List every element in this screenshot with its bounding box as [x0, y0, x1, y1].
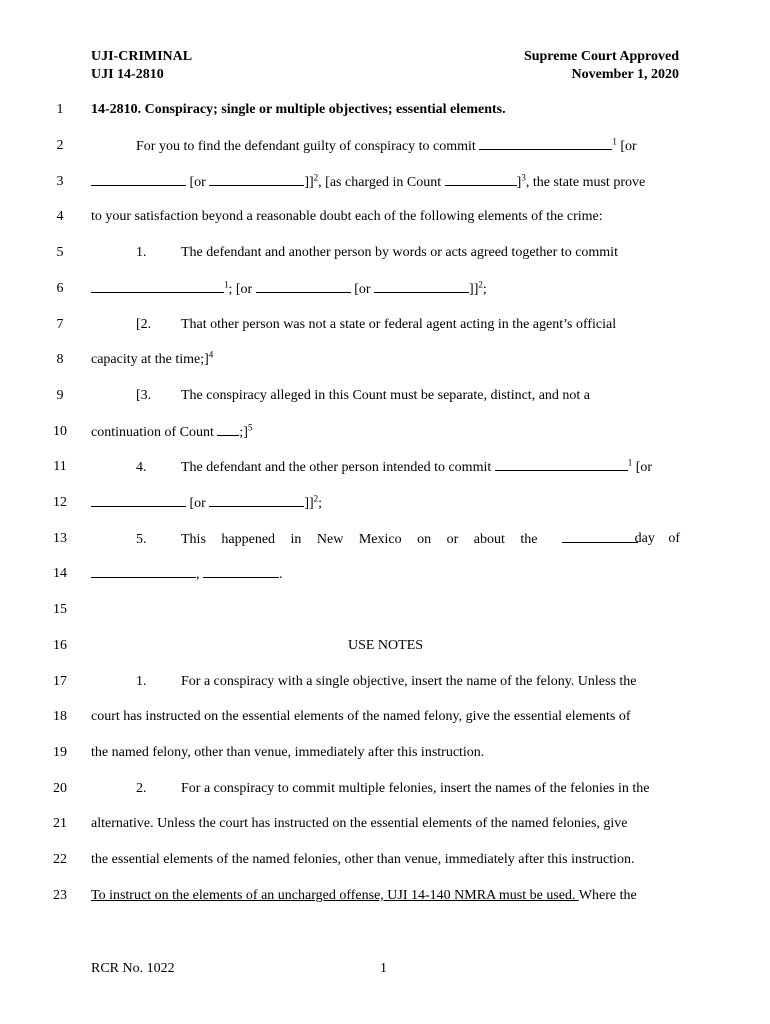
body-line-21: alternative. Unless the court has instructed on the essential elements of the named felonies, give: [91, 816, 628, 831]
line-number: 5: [56, 245, 64, 260]
header-right: [524, 48, 679, 84]
line-number: 9: [56, 388, 64, 403]
element-3: [3. The conspiracy alleged in this Count must be separate, distinct, and not a: [136, 388, 591, 403]
line-number: 17: [53, 674, 67, 689]
header-approved: Supreme Court Approved: [523, 49, 679, 64]
header-uji-number: UJI 14-2810: [91, 67, 164, 82]
fill-blank: [209, 173, 304, 186]
line-number: 23: [53, 888, 67, 903]
body-line-6: $^1$; [or [or ]]$^2$;: [91, 280, 680, 299]
line-number: 16: [53, 638, 67, 653]
line-number: 3: [56, 174, 64, 189]
body-line-3: [or ]]$^2$, [as charged in Count ]$^3$, the state must prove: [91, 173, 680, 192]
footer-rcr: RCR No. 1022: [91, 961, 175, 976]
fill-blank: [562, 530, 638, 543]
use-note-1: 1. For a conspiracy with a single objective, insert the name of the felony. Unless the: [136, 674, 637, 689]
body-line-22: the essential elements of the named felonies, other than venue, immediately after this instruction.: [91, 852, 635, 867]
header-uji-criminal: UJI-CRIMINAL: [91, 49, 193, 64]
instruction-title: 14-2810. Conspiracy; single or multiple objectives; essential elements.: [91, 102, 506, 117]
body-line-4: to your satisfaction beyond a reasonable doubt each of the following elements of the crime:: [91, 209, 603, 224]
fill-blank: [91, 494, 186, 507]
line-number: 12: [53, 495, 67, 510]
fill-blank: [479, 137, 612, 150]
fill-blank: [374, 280, 469, 293]
line-number: 14: [53, 566, 67, 581]
fill-blank: [209, 494, 304, 507]
line-number: 6: [56, 281, 64, 296]
body-line-2: For you to find the defendant guilty of conspiracy to commit $^1$ [or: [136, 136, 637, 154]
header-date: November 1, 2020: [571, 67, 679, 82]
line-number: 1: [56, 102, 64, 117]
line-number: 18: [53, 709, 67, 724]
body-line-12: [or ]]$^2$;: [91, 494, 680, 513]
fill-blank: [217, 423, 239, 436]
line-number: 15: [53, 602, 67, 617]
line-number: 22: [53, 852, 67, 867]
body-line-14: , .: [91, 565, 680, 584]
use-notes-heading: USE NOTES: [347, 638, 424, 653]
element-1: 1. The defendant and another person by words or acts agreed together to commit: [136, 245, 618, 260]
line-number: 10: [53, 424, 67, 439]
body-line-23: To instruct on the elements of an uncharged offense, UJI 14-140 NMRA must be used. Where the: [91, 888, 637, 903]
element-2: [2. That other person was not a state or federal agent acting in the agent’s official: [136, 317, 617, 332]
element-4: 4. The defendant and the other person intended to commit $^1$ [or: [136, 457, 653, 475]
line-number: 13: [53, 531, 67, 546]
body-line-19: the named felony, other than venue, immediately after this instruction.: [91, 745, 485, 760]
element-5: 5. This happened in New Mexico on or about the day of: [136, 531, 680, 547]
fill-blank: [203, 565, 279, 578]
fill-blank: [495, 458, 628, 471]
fill-blank: [445, 173, 517, 186]
body-line-10: continuation of Count ;]$^5$: [91, 422, 253, 440]
line-number: 19: [53, 745, 67, 760]
body-line-18: court has instructed on the essential elements of the named felony, give the essential elements of: [91, 709, 631, 724]
line-number: 20: [53, 781, 67, 796]
line-number: 7: [56, 317, 64, 332]
header-left: [91, 48, 192, 84]
uncharged-offense-note: To instruct on the elements of an uncharged offense, UJI 14-140 NMRA must be used.: [91, 888, 579, 903]
line-number: 4: [56, 209, 64, 224]
use-note-2: 2. For a conspiracy to commit multiple felonies, insert the names of the felonies in the: [136, 781, 650, 796]
body-line-8: capacity at the time;]$^4$: [91, 349, 214, 367]
line-number: 21: [53, 816, 67, 831]
fill-blank: [91, 280, 224, 293]
page-number: 1: [380, 961, 387, 976]
line-number: 2: [56, 138, 64, 153]
fill-blank: [256, 280, 351, 293]
fill-blank: [91, 565, 196, 578]
fill-blank: [91, 173, 186, 186]
line-number: 11: [53, 459, 67, 474]
line-number: 8: [56, 352, 64, 367]
